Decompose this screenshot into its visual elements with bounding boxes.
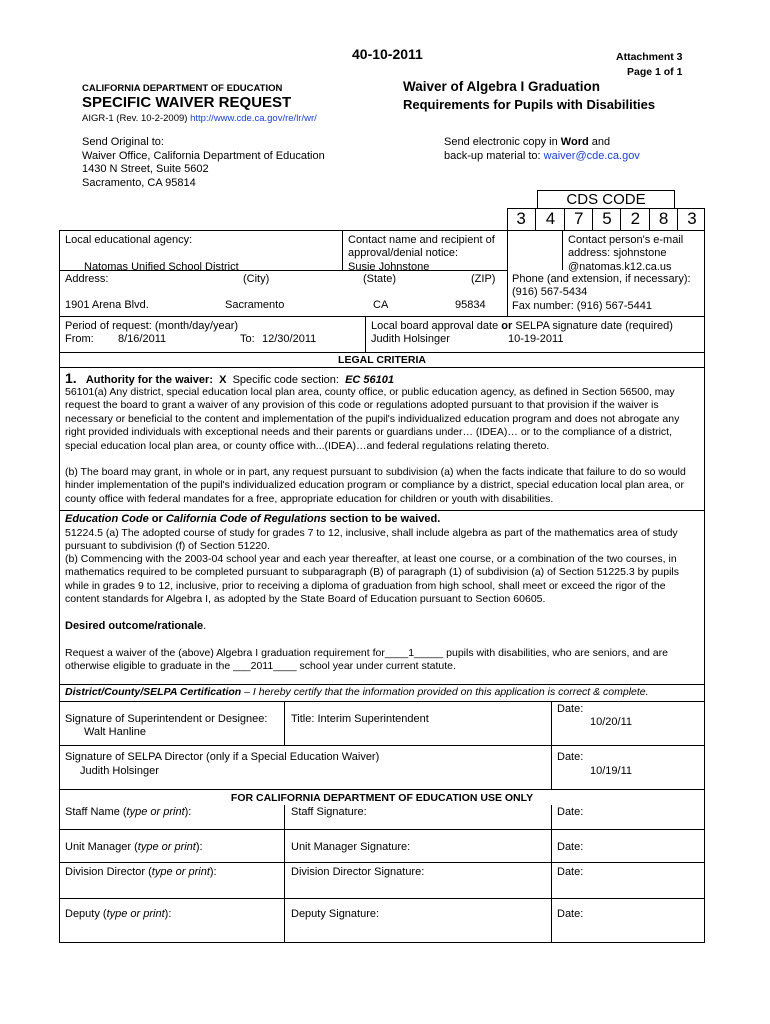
- staff-name-label: Staff Name (type or print):: [65, 806, 192, 818]
- criteria-number: 1.: [65, 370, 77, 386]
- contact-email-block: [568, 234, 683, 274]
- send-original-label: Send Original to:: [82, 136, 164, 148]
- outcome-title-end: .: [203, 620, 207, 632]
- send-electronic-prefix: Send electronic copy in: [444, 136, 561, 148]
- board-date: 10-19-2011: [508, 333, 564, 345]
- backup-label: back-up material to:: [444, 149, 544, 162]
- contact-label-1: Contact name and recipient of: [348, 234, 495, 246]
- selpa-name: Judith Holsinger: [80, 765, 159, 777]
- supt-name: Walt Hanline: [84, 726, 146, 738]
- state-label: (State): [363, 273, 397, 285]
- state-value: CA: [373, 299, 389, 311]
- lea-label: Local educational agency:: [65, 234, 193, 246]
- to-label: To:: [240, 333, 255, 345]
- send-electronic-block: [444, 136, 640, 163]
- cds-digit: 7: [564, 208, 593, 230]
- email-value: @natomas.k12.ca.us: [568, 260, 672, 273]
- zip-value: 95834: [455, 299, 486, 311]
- authority-label: Authority for the waiver:: [85, 374, 213, 386]
- authority-para-b: (b) The board may grant, in whole or in part, any request pursuant to subdivision (a) when the facts indicate that failure to do so would hinder implementation of the pupil's individualized education program or compliance by a district, special education local plan area, or county office with federal mandates for a free, appropriate education for children or youth with disabilities.: [65, 466, 686, 505]
- selpa-date: 10/19/11: [590, 765, 633, 777]
- contact-block: [348, 234, 495, 274]
- code-section-label: Specific code section:: [232, 374, 339, 386]
- send-original-block: [82, 136, 325, 190]
- certification-label: District/County/SELPA Certification: [65, 686, 242, 698]
- board-name: Judith Holsinger: [371, 333, 450, 345]
- waiver-email-link[interactable]: waiver@cde.ca.gov: [543, 149, 640, 162]
- board-label-prefix: Local board approval date: [371, 320, 502, 332]
- waiver-title-line1: Waiver of Algebra I Graduation: [403, 79, 601, 94]
- board-label-suffix: SELPA signature date (required): [512, 320, 673, 332]
- waiver-title-line2: Requirements for Pupils with Disabilities: [403, 97, 656, 112]
- supt-title: Title: Interim Superintendent: [291, 713, 429, 725]
- board-label: [371, 320, 673, 332]
- address-value: 1901 Arena Blvd.: [65, 299, 149, 311]
- form-code: [82, 113, 317, 124]
- email-label-2: address: sjohnstone: [568, 247, 667, 260]
- contact-label-2: approval/denial notice:: [348, 247, 459, 260]
- staff-date-label: Date:: [557, 806, 584, 818]
- from-label: From:: [65, 333, 94, 345]
- email-label-1: Contact person's e-mail: [568, 234, 684, 246]
- phone-value: (916) 567-5434: [512, 286, 588, 299]
- code-waived-title-d: section to be waived.: [326, 513, 441, 525]
- staff-signature-label: Staff Signature:: [291, 806, 367, 818]
- unit-manager-date-label: Date:: [557, 841, 584, 853]
- deputy-signature-label: Deputy Signature:: [291, 908, 380, 920]
- outcome-title-text: Desired outcome/rationale: [65, 620, 204, 632]
- supt-label: Signature of Superintendent or Designee:: [65, 713, 268, 725]
- page-label: Page 1 of 1: [627, 66, 683, 78]
- lea-value: Natomas Unified School District: [84, 261, 239, 273]
- from-value: 8/16/2011: [118, 333, 167, 345]
- word-format: Word: [560, 136, 589, 148]
- attachment-label: Attachment 3: [616, 51, 683, 63]
- authority-para-a: 56101(a) Any district, special education local plan area, county office, or public education agency, as defined in Section 56500, may request the board to grant a waiver of any provision of this code or regulations adopted pursuant to that provision if the waiver is necessary or beneficial to the content and implementation of the pupil's individualized education program and does not abrogate any right provided individuals with exceptional needs and their parents or guardians under… (IDEA)… or to the compliance of a district, special education local plan area, or county office with...(IDEA)…and federal regulations relating thereto.: [65, 386, 680, 452]
- form-code-text: AIGR-1 (Rev. 10-2-2009): [82, 113, 188, 124]
- phone-block: [512, 273, 691, 313]
- cds-code-label: CDS CODE: [566, 191, 646, 208]
- cds-digit: 3: [516, 209, 526, 228]
- legal-criteria-heading: LEGAL CRITERIA: [338, 354, 426, 366]
- selpa-date-label: Date:: [557, 751, 584, 763]
- cds-digit: 4: [535, 208, 564, 230]
- code-waived-para-b: (b) Commencing with the 2003-04 school year and each year thereafter, at least one course, or a combination of the two courses, in mathematics required to be completed pursuant to subparagraph (B) of paragraph (1) of subdivision (a) of Section 51225.3 by pupils while in grades 9 to 12, inclusive, prior to receiving a diploma of graduation from high school, shall meet or exceed the rigor of the content standards for Algebra I, as adopted by the State Board of Education pursuant to Section 60605.: [65, 553, 680, 606]
- send-original-city: Sacramento, CA 95814: [82, 176, 196, 189]
- code-waived-para-a: 51224.5 (a) The adopted course of study for grades 7 to 12, inclusive, shall include algebra as part of the mathematics area of study pursuant to subdivision (f) of Section 51220.: [65, 527, 678, 553]
- code-waived-title-c: California Code of Regulations: [165, 513, 327, 525]
- cds-digit: 5: [592, 208, 621, 230]
- send-original-office: Waiver Office, California Department of Education: [82, 149, 325, 162]
- send-electronic-suffix: and: [588, 136, 611, 148]
- outcome-text: Request a waiver of the (above) Algebra I graduation requirement for____1_____ pupils with disabilities, who are seniors, and are otherwise eligible to graduate in the ___2011____ school year under current statute.: [65, 647, 668, 673]
- supt-date: 10/20/11: [590, 716, 633, 728]
- form-url-link[interactable]: http://www.cde.ca.gov/re/lr/wr/: [190, 113, 317, 124]
- code-section: EC 56101: [345, 374, 395, 386]
- cds-digit: 2: [620, 208, 649, 230]
- code-waived-title-a: Education Code: [65, 513, 149, 525]
- period-label: Period of request: (month/day/year): [65, 320, 239, 332]
- cde-use-heading: FOR CALIFORNIA DEPARTMENT OF EDUCATION USE ONLY: [230, 792, 534, 804]
- phone-label: Phone (and extension, if necessary):: [512, 273, 691, 285]
- city-value: Sacramento: [225, 299, 285, 311]
- cds-code-header: [537, 190, 675, 209]
- city-label: (City): [243, 273, 270, 285]
- unit-manager-signature-label: Unit Manager Signature:: [291, 841, 411, 853]
- board-label-or: or: [501, 320, 513, 332]
- address-label: Address:: [65, 273, 109, 285]
- deputy-date-label: Date:: [557, 908, 584, 920]
- department-name: CALIFORNIA DEPARTMENT OF EDUCATION: [82, 83, 283, 94]
- send-original-street: 1430 N Street, Suite 5602: [82, 163, 209, 176]
- authority-mark: X: [219, 374, 227, 386]
- division-director-name-label: Division Director (type or print):: [65, 866, 217, 878]
- cds-digit: 8: [649, 208, 678, 230]
- deputy-name-label: Deputy (type or print):: [65, 908, 172, 920]
- certification-text: – I hereby certify that the information provided on this application is correct & complete.: [241, 686, 649, 698]
- cds-digit: 3: [677, 208, 706, 230]
- selpa-label: Signature of SELPA Director (only if a Special Education Waiver): [65, 751, 380, 763]
- division-director-signature-label: Division Director Signature:: [291, 866, 425, 878]
- code-waived-title: [65, 513, 440, 525]
- zip-label: (ZIP): [471, 273, 496, 285]
- fax-value: Fax number: (916) 567-5441: [512, 299, 653, 312]
- supt-date-label: Date:: [557, 703, 584, 715]
- form-title: SPECIFIC WAIVER REQUEST: [82, 94, 292, 111]
- authority-line: [65, 370, 394, 386]
- certification-title: [65, 686, 649, 698]
- outcome-title: [65, 620, 206, 632]
- to-value: 12/30/2011: [262, 333, 317, 345]
- contact-name: Susie Johnstone: [348, 260, 430, 273]
- code-waived-title-b: or: [148, 513, 166, 525]
- division-director-date-label: Date:: [557, 866, 584, 878]
- unit-manager-name-label: Unit Manager (type or print):: [65, 841, 203, 853]
- form-number: 40-10-2011: [352, 46, 423, 62]
